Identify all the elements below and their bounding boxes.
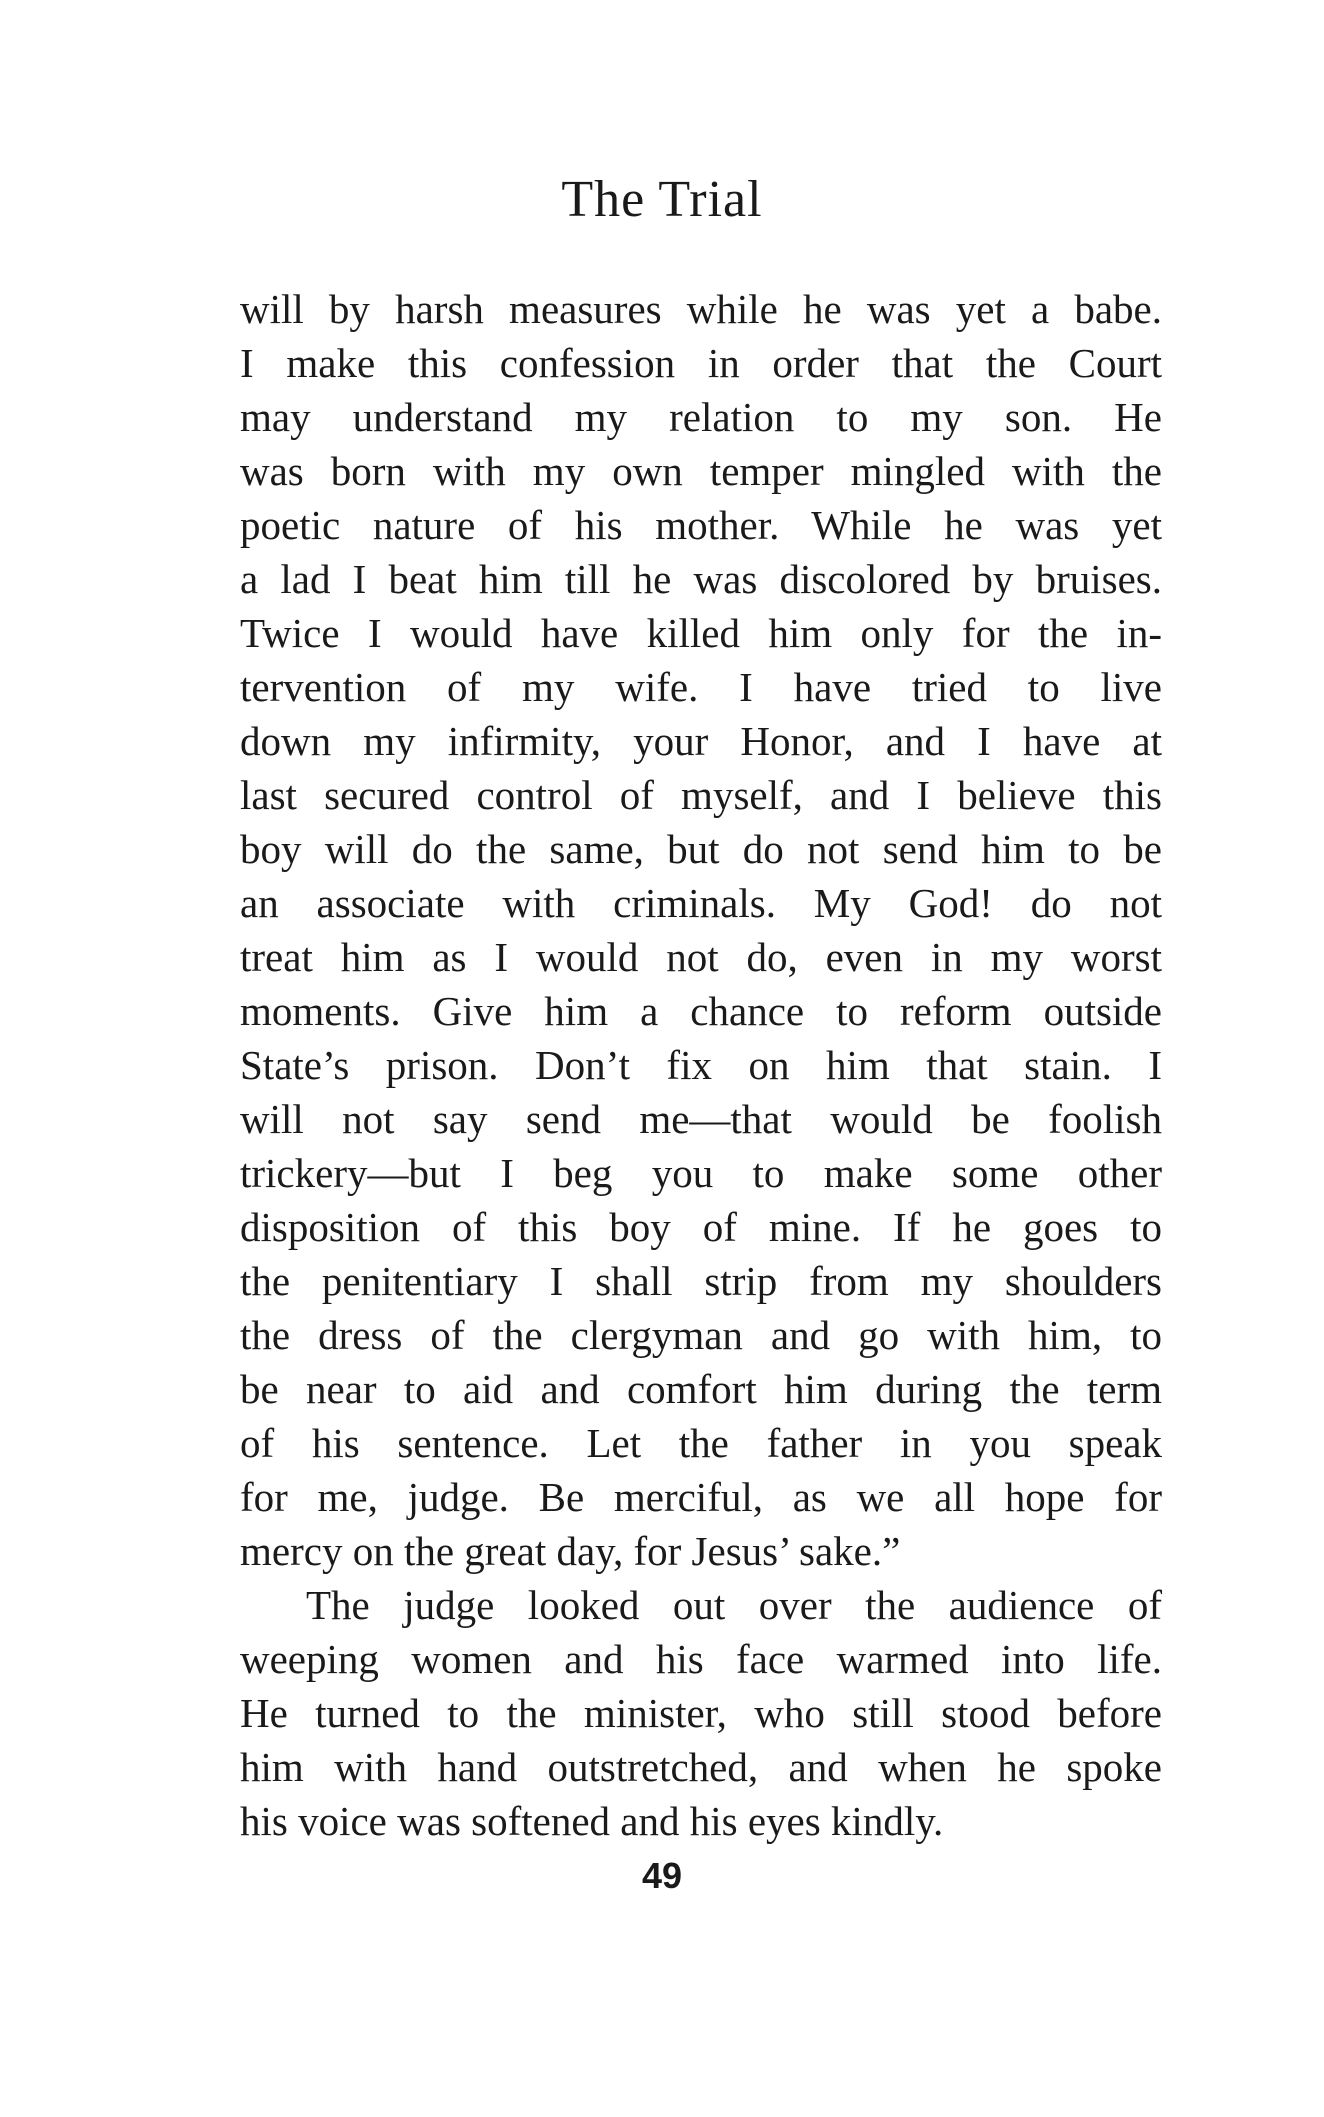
text-line: be near to aid and comfort him during the term [240,1366,1162,1412]
text-line: a lad I beat him till he was discolored by bruises. [240,556,1162,602]
running-head: The Trial [561,171,763,228]
text-line: will not say send me—that would be foolish [240,1096,1162,1142]
text-line: may understand my relation to my son. He [240,394,1162,440]
text-line: I make this confession in order that the Court [240,340,1162,386]
text-line: Twice I would have killed him only for the in- [240,610,1162,656]
paragraph-1 [240,282,1162,1578]
text-line: mercy on the great day, for Jesus’ sake.” [240,1528,901,1574]
text-line: the dress of the clergyman and go with him, to [240,1312,1162,1358]
text-line: him with hand outstretched, and when he spoke [240,1744,1162,1790]
text-line: an associate with criminals. My God! do not [240,880,1162,926]
text-line: The judge looked out over the audience of [306,1582,1162,1628]
text-line: disposition of this boy of mine. If he goes to [240,1204,1162,1250]
text-line: moments. Give him a chance to reform outside [240,988,1162,1034]
body-text [240,282,1162,1848]
text-line: his voice was softened and his eyes kindly. [240,1798,944,1844]
text-line: tervention of my wife. I have tried to live [240,664,1162,710]
page-number: 49 [641,1855,683,1896]
text-line: weeping women and his face warmed into life. [240,1636,1162,1682]
text-line: of his sentence. Let the father in you speak [240,1420,1162,1466]
paragraph-2 [240,1578,1162,1848]
text-line: poetic nature of his mother. While he was yet [240,502,1162,548]
text-line: down my infirmity, your Honor, and I have at [240,718,1162,764]
text-line: will by harsh measures while he was yet a babe. [240,286,1162,332]
text-line: treat him as I would not do, even in my worst [240,934,1162,980]
text-line: boy will do the same, but do not send him to be [240,826,1162,872]
text-line: trickery—but I beg you to make some other [240,1150,1162,1196]
text-line: State’s prison. Don’t fix on him that stain. I [240,1042,1162,1088]
text-line: was born with my own temper mingled with the [240,448,1162,494]
text-line: He turned to the minister, who still stood before [240,1690,1162,1736]
text-line: the penitentiary I shall strip from my shoulders [240,1258,1162,1304]
text-line: for me, judge. Be merciful, as we all hope for [240,1474,1162,1520]
text-line: last secured control of myself, and I believe this [240,772,1162,818]
